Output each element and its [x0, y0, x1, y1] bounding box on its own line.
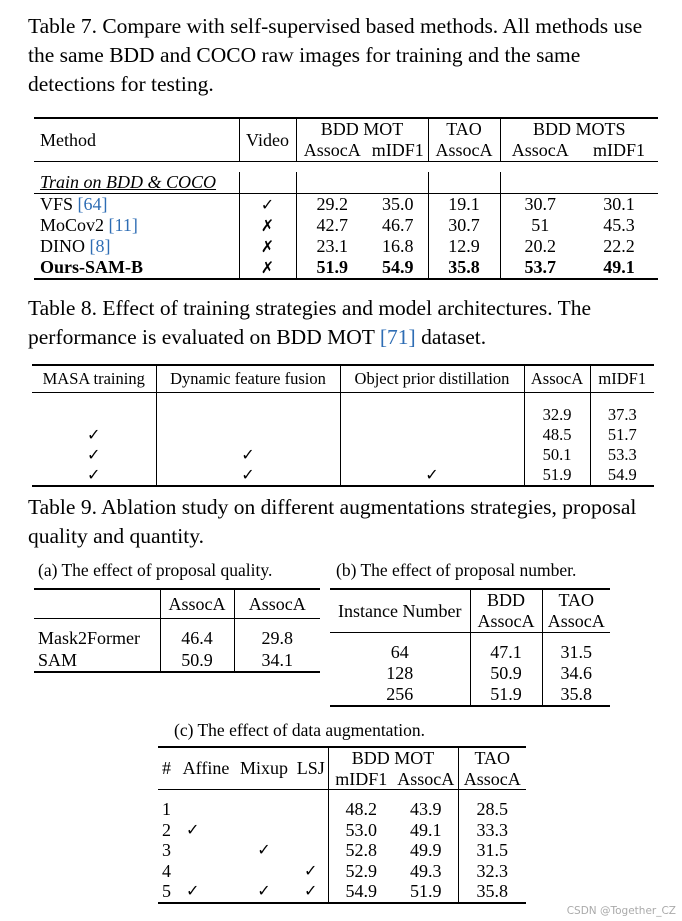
assoca-value: 32.9 [524, 405, 590, 425]
table-row [34, 619, 320, 650]
citation: [64] [77, 194, 108, 214]
lsj-check [294, 820, 328, 841]
header-method: Method [34, 118, 239, 162]
header-assoca: AssocA [500, 140, 580, 162]
proposal-source: Mask2Former [38, 628, 140, 648]
proposal-source: SAM [38, 650, 78, 670]
mixup-check [234, 820, 294, 841]
masa-training-check [32, 405, 156, 425]
instance-number: 64 [390, 642, 409, 662]
tao-assoca-value: 33.3 [458, 820, 526, 841]
method-name: VFS [40, 194, 74, 214]
bdd-mots-midf1: 49.1 [580, 257, 658, 279]
method-cell [34, 257, 239, 279]
row-index: 1 [162, 799, 171, 819]
video-mark: ✓ [239, 194, 296, 216]
midf1-value: 52.8 [328, 840, 394, 861]
table-row [330, 684, 610, 706]
header-num: # [158, 747, 178, 790]
tao-assoca-value: 31.5 [458, 840, 526, 861]
lsj-check [294, 840, 328, 861]
bdd-assoca-value: 51.9 [470, 684, 542, 706]
method-name: MoCov2 [40, 215, 105, 235]
bdd-mot-midf1: 46.7 [382, 215, 414, 235]
dynamic-fusion-check: ✓ [156, 445, 340, 465]
affine-check: ✓ [186, 819, 200, 839]
watermark: CSDN @Together_CZ [566, 905, 676, 917]
table-row [32, 445, 654, 465]
prior-distillation-check [340, 425, 524, 445]
assoca-value: 51.9 [524, 465, 590, 486]
header-midf1: mIDF1 [590, 365, 654, 393]
bdd-assoca-value: 43.9 [410, 799, 442, 819]
table-row [32, 405, 654, 425]
affine-check [178, 861, 234, 882]
bdd-mots-assoca: 30.7 [500, 194, 580, 216]
midf1-value: 37.3 [590, 405, 654, 425]
header-bdd-mots: BDD MOTS [500, 118, 658, 140]
header-affine: Affine [178, 747, 234, 790]
header-object-prior-distillation: Object prior distillation [340, 365, 524, 393]
lsj-check: ✓ [304, 860, 318, 880]
video-mark: ✗ [239, 257, 296, 279]
header-bdd: BDD [470, 589, 542, 611]
bdd-mot-assoca: 42.7 [296, 215, 368, 236]
midf1-value: 48.2 [328, 799, 394, 820]
table-row [330, 642, 610, 663]
dynamic-fusion-check [156, 425, 340, 445]
bdd-assoca-value: 47.1 [470, 642, 542, 663]
tao-assoca: 30.7 [428, 215, 500, 236]
method-name: DINO [40, 236, 85, 256]
bdd-mots-assoca: 51 [500, 215, 580, 236]
method-name: Ours-SAM-B [40, 257, 143, 277]
affine-check [178, 840, 234, 861]
affine-check [178, 799, 234, 820]
table-row [34, 257, 658, 279]
header-assoca: AssocA [542, 611, 610, 633]
citation: [8] [89, 236, 111, 256]
table9a [34, 588, 320, 673]
mixup-check: ✓ [257, 881, 271, 900]
tao-assoca-value: 35.8 [542, 684, 610, 706]
header-assoca: AssocA [428, 140, 500, 162]
tao-assoca: 19.1 [428, 194, 500, 216]
header-lsj: LSJ [294, 747, 328, 790]
header-assoca: AssocA [234, 589, 320, 619]
instance-number: 256 [386, 684, 414, 704]
dynamic-fusion-check [156, 405, 340, 425]
header-dynamic-feature-fusion: Dynamic feature fusion [156, 365, 340, 393]
table-row [158, 861, 526, 882]
bdd-mots-assoca: 53.7 [500, 257, 580, 279]
bdd-mot-assoca: 23.1 [296, 236, 368, 257]
table-row [158, 881, 526, 903]
masa-training-check: ✓ [87, 425, 101, 444]
midf1-value: 52.9 [328, 861, 394, 882]
tao-assoca: 12.9 [428, 236, 500, 257]
header-assoca: AssocA [160, 589, 234, 619]
header-bdd-mot: BDD MOT [328, 747, 458, 769]
table-row [34, 236, 658, 257]
header-assoca: AssocA [458, 769, 526, 790]
video-mark: ✗ [239, 236, 296, 257]
bdd-assoca-value: 51.9 [410, 881, 442, 901]
tao-assoca-value: 34.6 [542, 663, 610, 684]
lsj-check: ✓ [304, 881, 318, 900]
prior-distillation-check [340, 445, 524, 465]
tao-assoca: 35.8 [428, 257, 500, 279]
table8 [32, 364, 654, 487]
header-assoca: AssocA [524, 365, 590, 393]
header-midf1: mIDF1 [328, 769, 394, 790]
bdd-mot-assoca: 51.9 [296, 257, 368, 279]
table-row [158, 799, 526, 820]
table-row [34, 649, 320, 672]
bdd-mots-midf1: 30.1 [603, 194, 635, 214]
table9-caption: Table 9. Ablation study on different augmentations strategies, proposal quality and quantity. [28, 495, 637, 548]
midf1-value: 53.3 [590, 445, 654, 465]
table-row [158, 820, 526, 841]
header-mixup: Mixup [234, 747, 294, 790]
table8-caption: Table 8. Effect of training strategies and model architectures. The performance is evaluated on BDD MOT [71] dataset. [28, 296, 592, 349]
assoca-value: 50.1 [524, 445, 590, 465]
group-label: Train on BDD & COCO [34, 172, 239, 194]
tao-assoca-value: 35.8 [458, 881, 526, 903]
bdd-assoca-value: 49.1 [410, 819, 442, 840]
midf1-value: 51.7 [590, 425, 654, 445]
table9a-title: (a) The effect of proposal quality. [38, 560, 273, 580]
header-masa-training: MASA training [32, 365, 156, 393]
assoca-value: 50.9 [160, 649, 234, 672]
table9c-title: (c) The effect of data augmentation. [174, 720, 426, 740]
header-assoca: AssocA [397, 768, 455, 789]
row-index: 3 [162, 840, 171, 860]
table-row [330, 663, 610, 684]
mixup-check: ✓ [257, 840, 271, 859]
header-bdd-mot: BDD MOT [296, 118, 428, 140]
header-assoca: AssocA [296, 140, 368, 162]
table9c [158, 746, 526, 904]
lsj-check [294, 799, 328, 820]
header-midf1: mIDF1 [368, 140, 428, 162]
bdd-mots-assoca: 20.2 [500, 236, 580, 257]
table-row [32, 425, 654, 445]
dynamic-fusion-check: ✓ [156, 465, 340, 486]
affine-check: ✓ [186, 881, 200, 900]
table-row [158, 840, 526, 861]
row-index: 5 [162, 881, 171, 901]
bdd-assoca-value: 49.3 [410, 860, 442, 881]
row-index: 4 [162, 860, 171, 881]
bdd-mot-midf1: 16.8 [382, 236, 414, 256]
tao-assoca-value: 28.5 [458, 799, 526, 820]
assoca-value: 34.1 [234, 649, 320, 672]
prior-distillation-check: ✓ [340, 465, 524, 486]
method-cell [34, 215, 239, 236]
masa-training-check: ✓ [87, 445, 101, 464]
table-row [34, 215, 658, 236]
table-row [32, 465, 654, 486]
bdd-mot-assoca: 29.2 [296, 194, 368, 216]
header-midf1: mIDF1 [580, 140, 658, 162]
video-mark: ✗ [239, 215, 296, 236]
assoca-value: 29.8 [234, 619, 320, 650]
table9b-title: (b) The effect of proposal number. [336, 560, 577, 580]
midf1-value: 54.9 [590, 465, 654, 486]
header-assoca: AssocA [470, 611, 542, 633]
header-instance-number: Instance Number [330, 589, 470, 633]
header-video: Video [239, 118, 296, 162]
bdd-mots-midf1: 45.3 [603, 215, 635, 235]
tao-assoca-value: 32.3 [458, 861, 526, 882]
table7 [34, 117, 658, 280]
masa-training-check: ✓ [32, 465, 156, 486]
header-tao: TAO [428, 118, 500, 140]
row-index: 2 [162, 819, 171, 840]
instance-number: 128 [386, 663, 414, 683]
table-row [34, 194, 658, 216]
bdd-mot-midf1: 54.9 [368, 257, 428, 279]
header-tao: TAO [458, 747, 526, 769]
mixup-check [234, 861, 294, 882]
table9b [330, 588, 610, 707]
mixup-check [234, 799, 294, 820]
bdd-assoca-value: 49.9 [410, 840, 442, 860]
prior-distillation-check [340, 405, 524, 425]
method-cell [34, 194, 239, 216]
midf1-value: 53.0 [328, 820, 394, 841]
bdd-assoca-value: 50.9 [470, 663, 542, 684]
method-cell [34, 236, 239, 257]
header-tao: TAO [542, 589, 610, 611]
table7-caption: Table 7. Compare with self-supervised based methods. All methods use the same BDD and COCO raw images for training and the same detections for testing. [28, 14, 643, 96]
assoca-value: 48.5 [524, 425, 590, 445]
assoca-value: 46.4 [160, 619, 234, 650]
bdd-mots-midf1: 22.2 [603, 236, 635, 256]
tao-assoca-value: 31.5 [542, 642, 610, 663]
citation: [11] [108, 215, 138, 235]
bdd-mot-midf1: 35.0 [382, 194, 414, 214]
midf1-value: 54.9 [328, 881, 394, 903]
